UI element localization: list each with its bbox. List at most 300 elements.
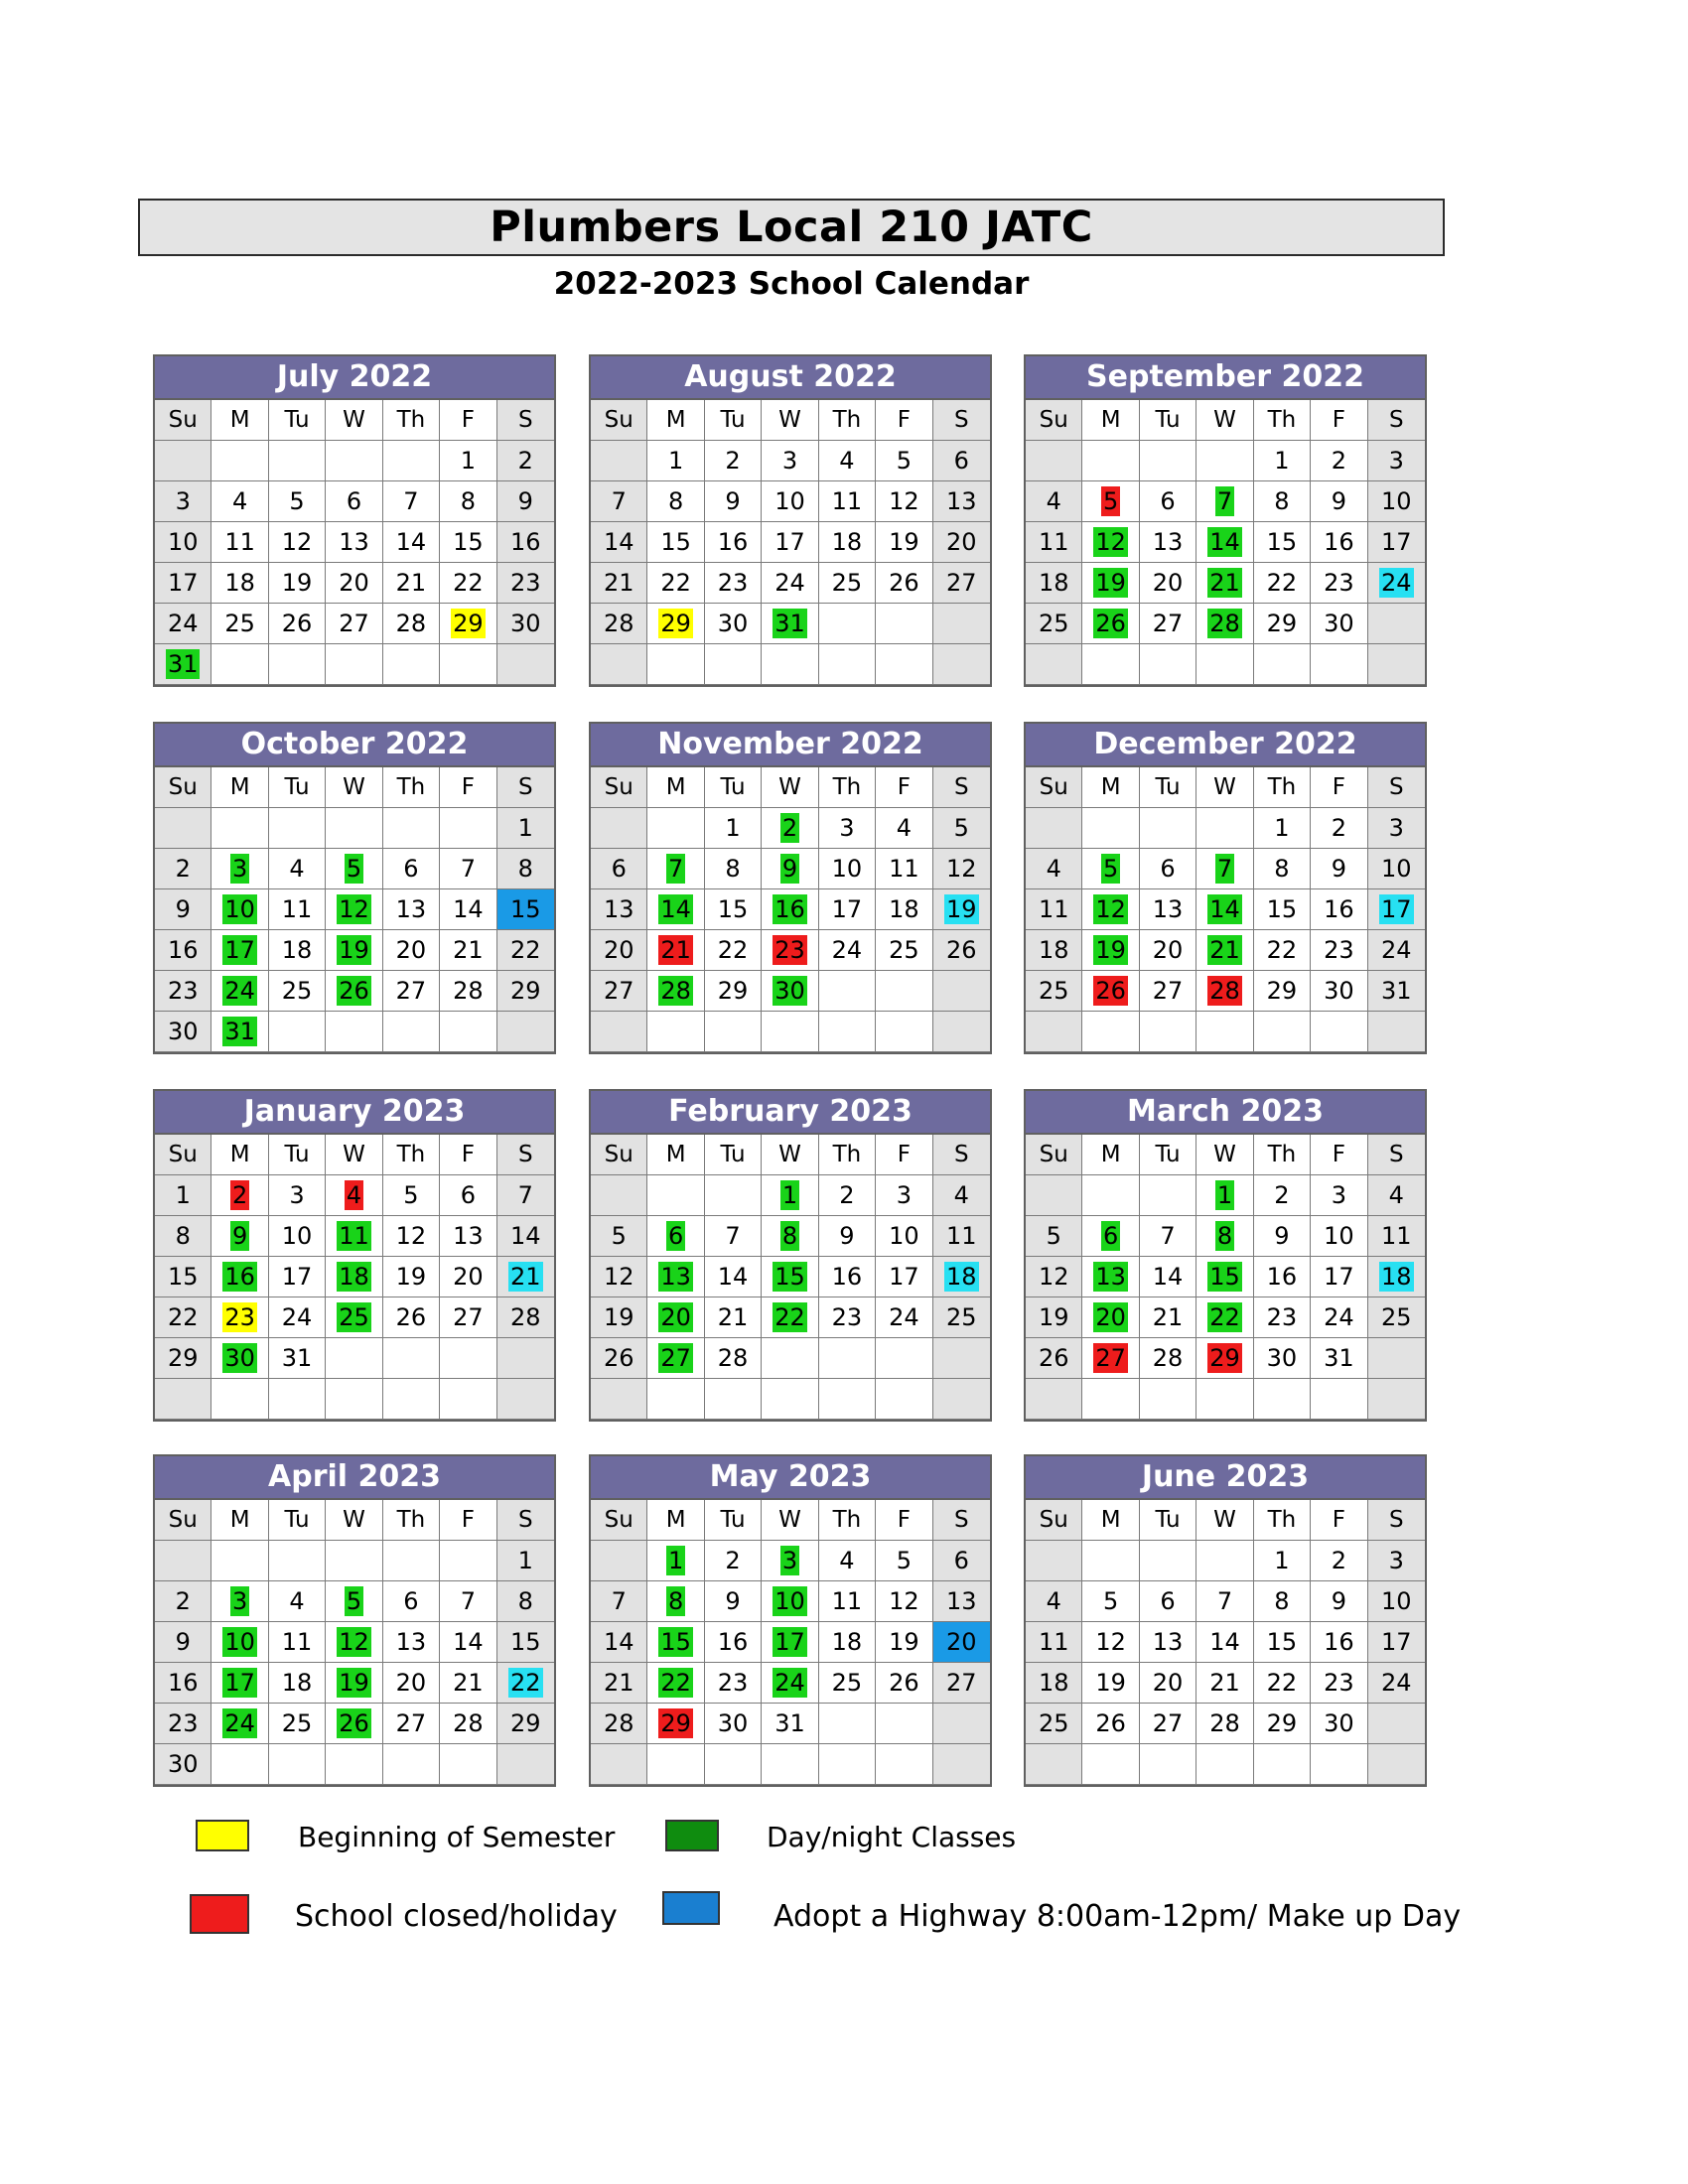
day-number: 15 xyxy=(510,895,541,923)
day-cell xyxy=(647,849,704,889)
day-number: 23 xyxy=(717,569,749,597)
day-number: 31 xyxy=(774,1709,805,1737)
day-number: 7 xyxy=(460,855,476,883)
day-cell xyxy=(1254,971,1311,1012)
day-number: 15 xyxy=(660,1628,691,1656)
empty-cell xyxy=(497,644,554,685)
day-number: 26 xyxy=(395,1303,427,1331)
day-cell xyxy=(1368,849,1425,889)
day-number: 21 xyxy=(1209,936,1240,964)
day-number: 7 xyxy=(611,1587,627,1615)
day-cell xyxy=(1140,481,1196,522)
day-number: 28 xyxy=(603,1709,634,1737)
empty-cell xyxy=(269,1541,326,1581)
empty-cell xyxy=(440,1012,496,1052)
empty-cell xyxy=(1082,1175,1139,1216)
day-number: 26 xyxy=(1095,610,1126,637)
day-cell xyxy=(819,1175,876,1216)
day-number: 12 xyxy=(339,895,369,923)
day-number: 5 xyxy=(1046,1222,1061,1250)
day-number: 4 xyxy=(1388,1181,1404,1209)
day-cell xyxy=(1082,1663,1139,1704)
day-number: 16 xyxy=(717,1628,749,1656)
day-cell xyxy=(440,1622,496,1663)
day-cell xyxy=(440,1175,496,1216)
day-cell xyxy=(1196,1257,1253,1297)
day-number: 7 xyxy=(517,1181,533,1209)
month-grid xyxy=(591,400,990,685)
day-number: 14 xyxy=(1209,528,1240,556)
day-number: 24 xyxy=(831,936,863,964)
day-cell xyxy=(1026,849,1082,889)
empty-cell xyxy=(1082,1012,1139,1052)
empty-cell xyxy=(647,1744,704,1785)
day-cell xyxy=(933,808,990,849)
day-number: 23 xyxy=(167,1709,199,1737)
day-cell xyxy=(1311,1297,1367,1338)
day-cell xyxy=(269,930,326,971)
day-number: 10 xyxy=(1381,1587,1412,1615)
day-number: 27 xyxy=(1152,610,1184,637)
day-number: 13 xyxy=(339,528,369,556)
day-cell xyxy=(1196,1663,1253,1704)
day-cell xyxy=(1311,1216,1367,1257)
day-number: 12 xyxy=(603,1263,634,1291)
empty-cell xyxy=(211,644,268,685)
weekday-header: S xyxy=(1368,767,1425,808)
empty-cell xyxy=(1026,441,1082,481)
day-cell xyxy=(762,441,818,481)
day-cell xyxy=(933,1663,990,1704)
day-number: 19 xyxy=(339,1669,369,1697)
day-cell xyxy=(1368,1622,1425,1663)
day-cell xyxy=(762,1216,818,1257)
day-cell xyxy=(440,1581,496,1622)
day-number: 18 xyxy=(946,1263,977,1291)
day-cell xyxy=(1311,849,1367,889)
day-number: 20 xyxy=(660,1303,691,1331)
weekday-header: Tu xyxy=(1140,1135,1196,1175)
day-cell xyxy=(762,808,818,849)
day-number: 11 xyxy=(281,1628,313,1656)
day-number: 9 xyxy=(517,487,533,515)
empty-cell xyxy=(762,644,818,685)
weekday-header: F xyxy=(876,767,932,808)
day-number: 22 xyxy=(510,936,541,964)
day-cell xyxy=(440,849,496,889)
day-number: 31 xyxy=(1324,1344,1354,1372)
day-cell xyxy=(591,1663,647,1704)
day-number: 7 xyxy=(1216,1587,1233,1615)
day-number: 16 xyxy=(831,1263,863,1291)
day-cell xyxy=(762,1297,818,1338)
day-number: 16 xyxy=(774,895,805,923)
day-number: 16 xyxy=(1324,1628,1354,1656)
day-cell xyxy=(1082,1338,1139,1379)
day-number: 12 xyxy=(395,1222,427,1250)
day-number: 10 xyxy=(281,1222,313,1250)
day-number: 18 xyxy=(339,1263,369,1291)
weekday-header: S xyxy=(497,1135,554,1175)
day-cell xyxy=(1368,808,1425,849)
weekday-header: Tu xyxy=(269,400,326,441)
day-cell xyxy=(383,481,440,522)
day-cell xyxy=(269,849,326,889)
day-cell xyxy=(1254,1216,1311,1257)
empty-cell xyxy=(155,808,211,849)
day-number: 12 xyxy=(281,528,313,556)
day-number: 13 xyxy=(395,895,427,923)
day-cell xyxy=(211,849,268,889)
day-cell xyxy=(591,971,647,1012)
day-cell xyxy=(591,522,647,563)
day-cell xyxy=(1254,1257,1311,1297)
day-cell xyxy=(383,1175,440,1216)
month-calendar xyxy=(1024,1089,1427,1422)
day-number: 9 xyxy=(231,1222,248,1250)
day-cell xyxy=(383,930,440,971)
day-number: 6 xyxy=(403,855,419,883)
day-cell xyxy=(1368,563,1425,604)
day-number: 8 xyxy=(1274,487,1290,515)
day-number: 15 xyxy=(717,895,749,923)
day-cell xyxy=(933,849,990,889)
day-cell xyxy=(876,522,932,563)
day-number: 7 xyxy=(403,487,419,515)
day-number: 3 xyxy=(231,855,248,883)
day-number: 22 xyxy=(510,1669,541,1697)
day-cell xyxy=(762,1541,818,1581)
day-cell xyxy=(1311,889,1367,930)
day-number: 2 xyxy=(1331,814,1346,842)
day-cell xyxy=(1140,889,1196,930)
empty-cell xyxy=(1196,1744,1253,1785)
empty-cell xyxy=(647,808,704,849)
day-cell xyxy=(155,1012,211,1052)
month-grid xyxy=(155,767,554,1052)
day-number: 25 xyxy=(1038,977,1069,1005)
day-cell xyxy=(269,1622,326,1663)
day-cell xyxy=(326,563,382,604)
weekday-header: Tu xyxy=(705,767,762,808)
weekday-header: M xyxy=(647,1500,704,1541)
weekday-header: W xyxy=(1196,1500,1253,1541)
day-cell xyxy=(269,563,326,604)
weekday-header: Th xyxy=(1254,1500,1311,1541)
day-number: 14 xyxy=(453,1628,484,1656)
day-number: 27 xyxy=(660,1344,691,1372)
day-cell xyxy=(1026,1216,1082,1257)
day-cell xyxy=(705,522,762,563)
empty-cell xyxy=(591,441,647,481)
day-number: 4 xyxy=(1046,855,1061,883)
day-number: 18 xyxy=(281,1669,313,1697)
empty-cell xyxy=(933,1012,990,1052)
month-title: March 2023 xyxy=(1026,1091,1425,1135)
day-cell xyxy=(1254,889,1311,930)
month-grid xyxy=(1026,400,1425,685)
day-cell xyxy=(933,522,990,563)
day-number: 20 xyxy=(946,528,977,556)
day-number: 23 xyxy=(224,1303,255,1331)
empty-cell xyxy=(1082,441,1139,481)
day-cell xyxy=(705,1338,762,1379)
day-cell xyxy=(1311,522,1367,563)
day-number: 26 xyxy=(1095,977,1126,1005)
day-number: 11 xyxy=(831,487,863,515)
empty-cell xyxy=(1026,1175,1082,1216)
empty-cell xyxy=(1140,1012,1196,1052)
day-number: 29 xyxy=(660,610,691,637)
day-cell xyxy=(497,1622,554,1663)
day-cell xyxy=(211,604,268,644)
empty-cell xyxy=(269,441,326,481)
page-subtitle: 2022-2023 School Calendar xyxy=(553,266,1030,302)
weekday-header: Tu xyxy=(705,400,762,441)
day-number: 23 xyxy=(1324,1669,1354,1697)
day-number: 10 xyxy=(774,487,805,515)
day-number: 10 xyxy=(1324,1222,1354,1250)
day-number: 7 xyxy=(1216,855,1233,883)
day-number: 30 xyxy=(1324,610,1354,637)
day-number: 26 xyxy=(281,610,313,637)
day-number: 25 xyxy=(224,610,255,637)
day-number: 2 xyxy=(231,1181,248,1209)
day-number: 6 xyxy=(953,1547,969,1574)
day-number: 16 xyxy=(717,528,749,556)
weekday-header: Su xyxy=(1026,1135,1082,1175)
day-cell xyxy=(1082,1704,1139,1744)
day-cell xyxy=(440,1216,496,1257)
day-cell xyxy=(269,1704,326,1744)
day-number: 9 xyxy=(1274,1222,1290,1250)
day-cell xyxy=(819,441,876,481)
day-cell xyxy=(211,971,268,1012)
weekday-header: W xyxy=(326,400,382,441)
day-number: 19 xyxy=(1038,1303,1069,1331)
day-cell xyxy=(497,1257,554,1297)
day-number: 15 xyxy=(1266,895,1298,923)
empty-cell xyxy=(1311,644,1367,685)
day-cell xyxy=(1368,1663,1425,1704)
day-cell xyxy=(383,1297,440,1338)
empty-cell xyxy=(876,1379,932,1420)
day-number: 20 xyxy=(453,1263,484,1291)
day-number: 4 xyxy=(953,1181,969,1209)
day-cell xyxy=(591,1216,647,1257)
day-number: 28 xyxy=(603,610,634,637)
day-cell xyxy=(762,1175,818,1216)
day-number: 27 xyxy=(946,1669,977,1697)
empty-cell xyxy=(440,1744,496,1785)
weekday-header: Tu xyxy=(705,1135,762,1175)
day-cell xyxy=(497,1581,554,1622)
day-cell xyxy=(269,1663,326,1704)
day-cell xyxy=(326,481,382,522)
day-number: 21 xyxy=(603,569,634,597)
day-number: 20 xyxy=(1152,569,1184,597)
day-number: 12 xyxy=(1095,1628,1126,1656)
day-cell xyxy=(1140,971,1196,1012)
day-cell xyxy=(1311,1338,1367,1379)
day-number: 19 xyxy=(1095,936,1126,964)
empty-cell xyxy=(1368,1338,1425,1379)
day-cell xyxy=(705,1622,762,1663)
day-cell xyxy=(383,1663,440,1704)
day-cell xyxy=(1368,522,1425,563)
day-number: 13 xyxy=(1152,1628,1184,1656)
day-number: 15 xyxy=(510,1628,541,1656)
day-number: 1 xyxy=(725,814,741,842)
empty-cell xyxy=(497,1379,554,1420)
day-number: 3 xyxy=(839,814,855,842)
day-cell xyxy=(876,849,932,889)
day-cell xyxy=(155,644,211,685)
empty-cell xyxy=(1140,441,1196,481)
weekday-header: Th xyxy=(819,1500,876,1541)
weekday-header: Tu xyxy=(269,1135,326,1175)
day-cell xyxy=(647,481,704,522)
day-number: 29 xyxy=(1266,610,1298,637)
empty-cell xyxy=(269,1744,326,1785)
empty-cell xyxy=(1026,1012,1082,1052)
day-cell xyxy=(762,930,818,971)
day-cell xyxy=(591,849,647,889)
day-number: 22 xyxy=(167,1303,199,1331)
day-cell xyxy=(269,1297,326,1338)
day-cell xyxy=(1254,441,1311,481)
day-cell xyxy=(876,1297,932,1338)
day-cell xyxy=(497,808,554,849)
day-cell xyxy=(647,1581,704,1622)
day-number: 29 xyxy=(167,1344,199,1372)
empty-cell xyxy=(876,644,932,685)
weekday-header: F xyxy=(440,1135,496,1175)
day-number: 4 xyxy=(346,1181,362,1209)
empty-cell xyxy=(1196,441,1253,481)
month-title: May 2023 xyxy=(591,1456,990,1500)
day-number: 30 xyxy=(717,1709,749,1737)
day-cell xyxy=(211,1663,268,1704)
weekday-header: S xyxy=(497,767,554,808)
month-title: June 2023 xyxy=(1026,1456,1425,1500)
day-cell xyxy=(1368,1297,1425,1338)
empty-cell xyxy=(705,1379,762,1420)
day-cell xyxy=(1311,604,1367,644)
day-cell xyxy=(1254,1297,1311,1338)
day-number: 5 xyxy=(1102,855,1119,883)
month-grid xyxy=(591,767,990,1052)
empty-cell xyxy=(705,644,762,685)
day-cell xyxy=(705,1704,762,1744)
day-number: 26 xyxy=(339,1709,369,1737)
day-number: 1 xyxy=(1274,447,1290,475)
empty-cell xyxy=(269,808,326,849)
day-number: 6 xyxy=(953,447,969,475)
day-cell xyxy=(155,1297,211,1338)
day-number: 10 xyxy=(831,855,863,883)
day-number: 5 xyxy=(953,814,969,842)
day-number: 2 xyxy=(725,1547,741,1574)
day-cell xyxy=(211,1216,268,1257)
day-number: 30 xyxy=(167,1750,199,1778)
day-cell xyxy=(1254,563,1311,604)
day-cell xyxy=(1026,481,1082,522)
day-number: 27 xyxy=(1095,1344,1126,1372)
day-cell xyxy=(819,1297,876,1338)
day-number: 3 xyxy=(1388,814,1404,842)
day-number: 29 xyxy=(717,977,749,1005)
day-cell xyxy=(211,1257,268,1297)
weekday-header: Su xyxy=(591,400,647,441)
weekday-header: S xyxy=(1368,400,1425,441)
day-cell xyxy=(591,563,647,604)
day-number: 13 xyxy=(660,1263,691,1291)
weekday-header: W xyxy=(1196,400,1253,441)
day-cell xyxy=(269,522,326,563)
weekday-header: S xyxy=(933,767,990,808)
day-cell xyxy=(705,930,762,971)
day-cell xyxy=(1196,604,1253,644)
day-number: 24 xyxy=(1324,1303,1354,1331)
day-number: 6 xyxy=(1102,1222,1119,1250)
day-cell xyxy=(705,971,762,1012)
empty-cell xyxy=(383,1541,440,1581)
day-cell xyxy=(647,604,704,644)
day-cell xyxy=(819,1622,876,1663)
empty-cell xyxy=(705,1744,762,1785)
empty-cell xyxy=(933,604,990,644)
day-cell xyxy=(383,889,440,930)
day-number: 2 xyxy=(175,855,191,883)
day-number: 15 xyxy=(453,528,484,556)
day-number: 22 xyxy=(1266,569,1298,597)
day-number: 22 xyxy=(660,1669,691,1697)
empty-cell xyxy=(1368,1379,1425,1420)
day-number: 21 xyxy=(510,1263,541,1291)
day-number: 14 xyxy=(395,528,427,556)
weekday-header: F xyxy=(1311,1135,1367,1175)
empty-cell xyxy=(876,604,932,644)
month-grid xyxy=(155,1135,554,1420)
day-cell xyxy=(647,441,704,481)
day-number: 25 xyxy=(1038,1709,1069,1737)
day-cell xyxy=(1254,481,1311,522)
day-number: 24 xyxy=(224,977,255,1005)
day-number: 11 xyxy=(1038,528,1069,556)
empty-cell xyxy=(1368,1744,1425,1785)
day-cell xyxy=(1026,1663,1082,1704)
weekday-header: Su xyxy=(591,767,647,808)
day-number: 1 xyxy=(175,1181,191,1209)
empty-cell xyxy=(933,644,990,685)
weekday-header: F xyxy=(876,1500,932,1541)
day-cell xyxy=(383,522,440,563)
weekday-header: Su xyxy=(1026,1500,1082,1541)
day-cell xyxy=(1311,1704,1367,1744)
day-cell xyxy=(876,930,932,971)
day-number: 5 xyxy=(611,1222,627,1250)
day-number: 23 xyxy=(510,569,541,597)
empty-cell xyxy=(383,1744,440,1785)
month-title: July 2022 xyxy=(155,356,554,400)
day-number: 27 xyxy=(1152,977,1184,1005)
day-number: 17 xyxy=(1381,895,1412,923)
day-cell xyxy=(1311,441,1367,481)
weekday-header: Th xyxy=(1254,400,1311,441)
weekday-header: Th xyxy=(819,400,876,441)
day-cell xyxy=(705,1663,762,1704)
